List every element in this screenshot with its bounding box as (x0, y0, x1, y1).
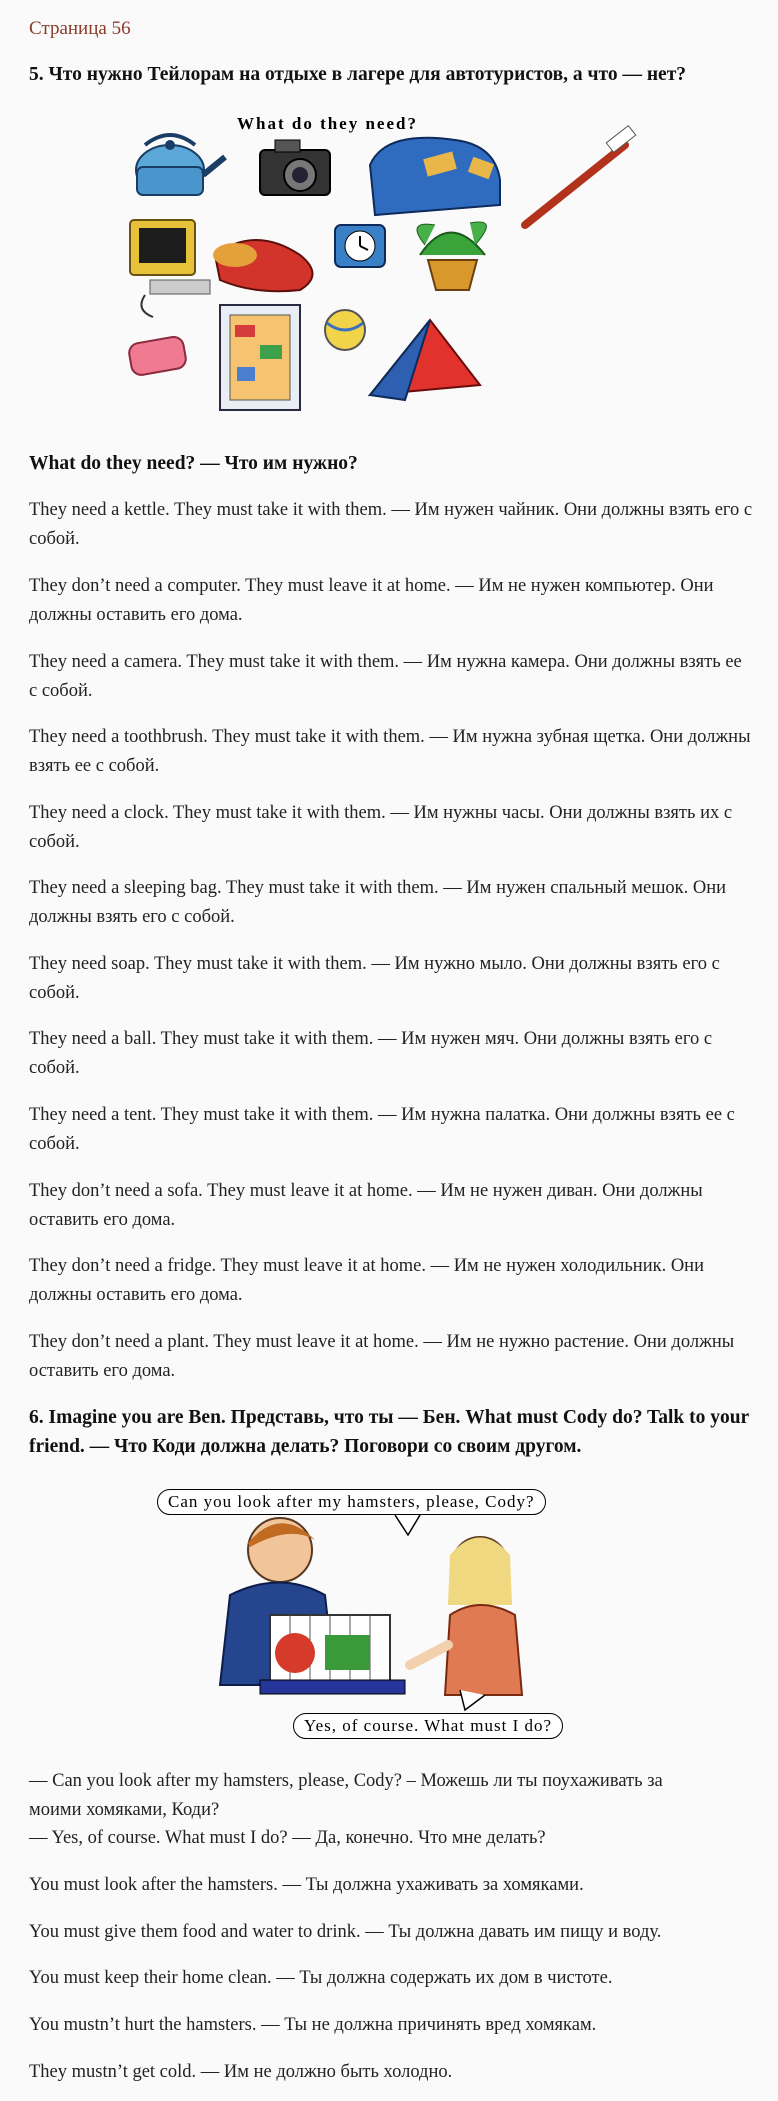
kettle-picture (136, 135, 225, 195)
sentence-sofa: They don’t need a sofa. They must leave it at home. — Им не нужен диван. Они должны оставить его дома. (29, 1181, 703, 1230)
girl-picture (410, 1537, 522, 1695)
sentence-fridge: They don’t need a fridge. They must leave it at home. — Им не нужен холодильник. Они должны оставить его дома. (29, 1256, 704, 1305)
sentence-mustnt-cold: They mustn’t get cold. — Им не должно быть холодно. (29, 2062, 453, 2082)
exercise-6-title: 6. Imagine you are Ben. Представь, что ты — Бен. What must Cody do? Talk to your friend. — Что Коди должна делать? Поговори со своим другом. (29, 1407, 749, 1457)
sentence-toothbrush: They need a toothbrush. They must take it with them. — Им нужна зубная щетка. Они должны взять ее с собой. (29, 727, 751, 776)
sentence-soap: They need soap. They must take it with them. — Им нужно мыло. Они должны взять его с собой. (29, 954, 720, 1003)
hamster-cage-picture (260, 1615, 405, 1694)
toothbrush-picture (525, 126, 636, 225)
sofa-picture (370, 138, 500, 215)
sentence-ball: They need a ball. They must take it with them. — Им нужен мяч. Они должны взять его с собой. (29, 1029, 713, 1078)
sentence-mustnt-hurt: You mustn’t hurt the hamsters. — Ты не должна причинять вред хомякам. (29, 2015, 597, 2035)
sleeping-bag-picture (213, 240, 313, 291)
dialogue-line-2: моими хомяками, Коди? (29, 1800, 220, 1820)
dialogue-line-1: — Can you look after my hamsters, please, Cody? – Можешь ли ты поухаживать за (29, 1771, 663, 1791)
answer-heading: What do they need? — Что им нужно? (29, 453, 358, 474)
sentence-computer: They don’t need a computer. They must leave it at home. — Им не нужен компьютер. Они должны оставить его дома. (29, 576, 714, 625)
exercise-5-title: 5. Что нужно Тейлорам на отдыхе в лагере для автотуристов, а что — нет? (29, 64, 687, 85)
plant-picture (417, 222, 486, 290)
sentence-look-after: You must look after the hamsters. — Ты должна ухаживать за хомяками. (29, 1875, 584, 1895)
sentence-tent: They need a tent. They must take it with them. — Им нужна палатка. Они должны взять ее с собой. (29, 1105, 735, 1154)
sentence-kettle: They need a kettle. They must take it with them. — Им нужен чайник. Они должны взять его с собой. (29, 500, 753, 549)
sentence-camera: They need a camera. They must take it with them. — Им нужна камера. Они должны взять ее с собой. (29, 652, 742, 701)
soap-picture (128, 335, 188, 376)
speech-bubble-cody: Yes, of course. What must I do? (293, 1713, 563, 1739)
speech-bubble-ben: Can you look after my hamsters, please, Cody? (157, 1489, 546, 1515)
tent-picture (370, 320, 480, 400)
sentence-sleeping-bag: They need a sleeping bag. They must take it with them. — Им нужен спальный мешок. Они должны взять его с собой. (29, 878, 727, 927)
fridge-picture (220, 305, 300, 410)
exercise-5-illustration (125, 105, 655, 425)
dialogue-line-3: — Yes, of course. What must I do? — Да, конечно. Что мне делать? (29, 1828, 546, 1848)
computer-picture (130, 220, 210, 317)
sentence-plant: They don’t need a plant. They must leave it at home. — Им не нужно растение. Они должны оставить его дома. (29, 1332, 735, 1381)
clock-picture (335, 225, 385, 267)
page-number: Страница 56 (29, 18, 131, 39)
camera-picture (260, 140, 330, 195)
sentence-clock: They need a clock. They must take it with them. — Им нужны часы. Они должны взять их с собой. (29, 803, 733, 852)
ball-picture (325, 310, 365, 350)
exercise-5-caption: What do they need? (237, 114, 418, 133)
sentence-keep-clean: You must keep their home clean. — Ты должна содержать их дом в чистоте. (29, 1968, 613, 1988)
sentence-food-water: You must give them food and water to drink. — Ты должна давать им пищу и воду. (29, 1922, 662, 1942)
exercise-6-illustration (150, 1485, 630, 1745)
